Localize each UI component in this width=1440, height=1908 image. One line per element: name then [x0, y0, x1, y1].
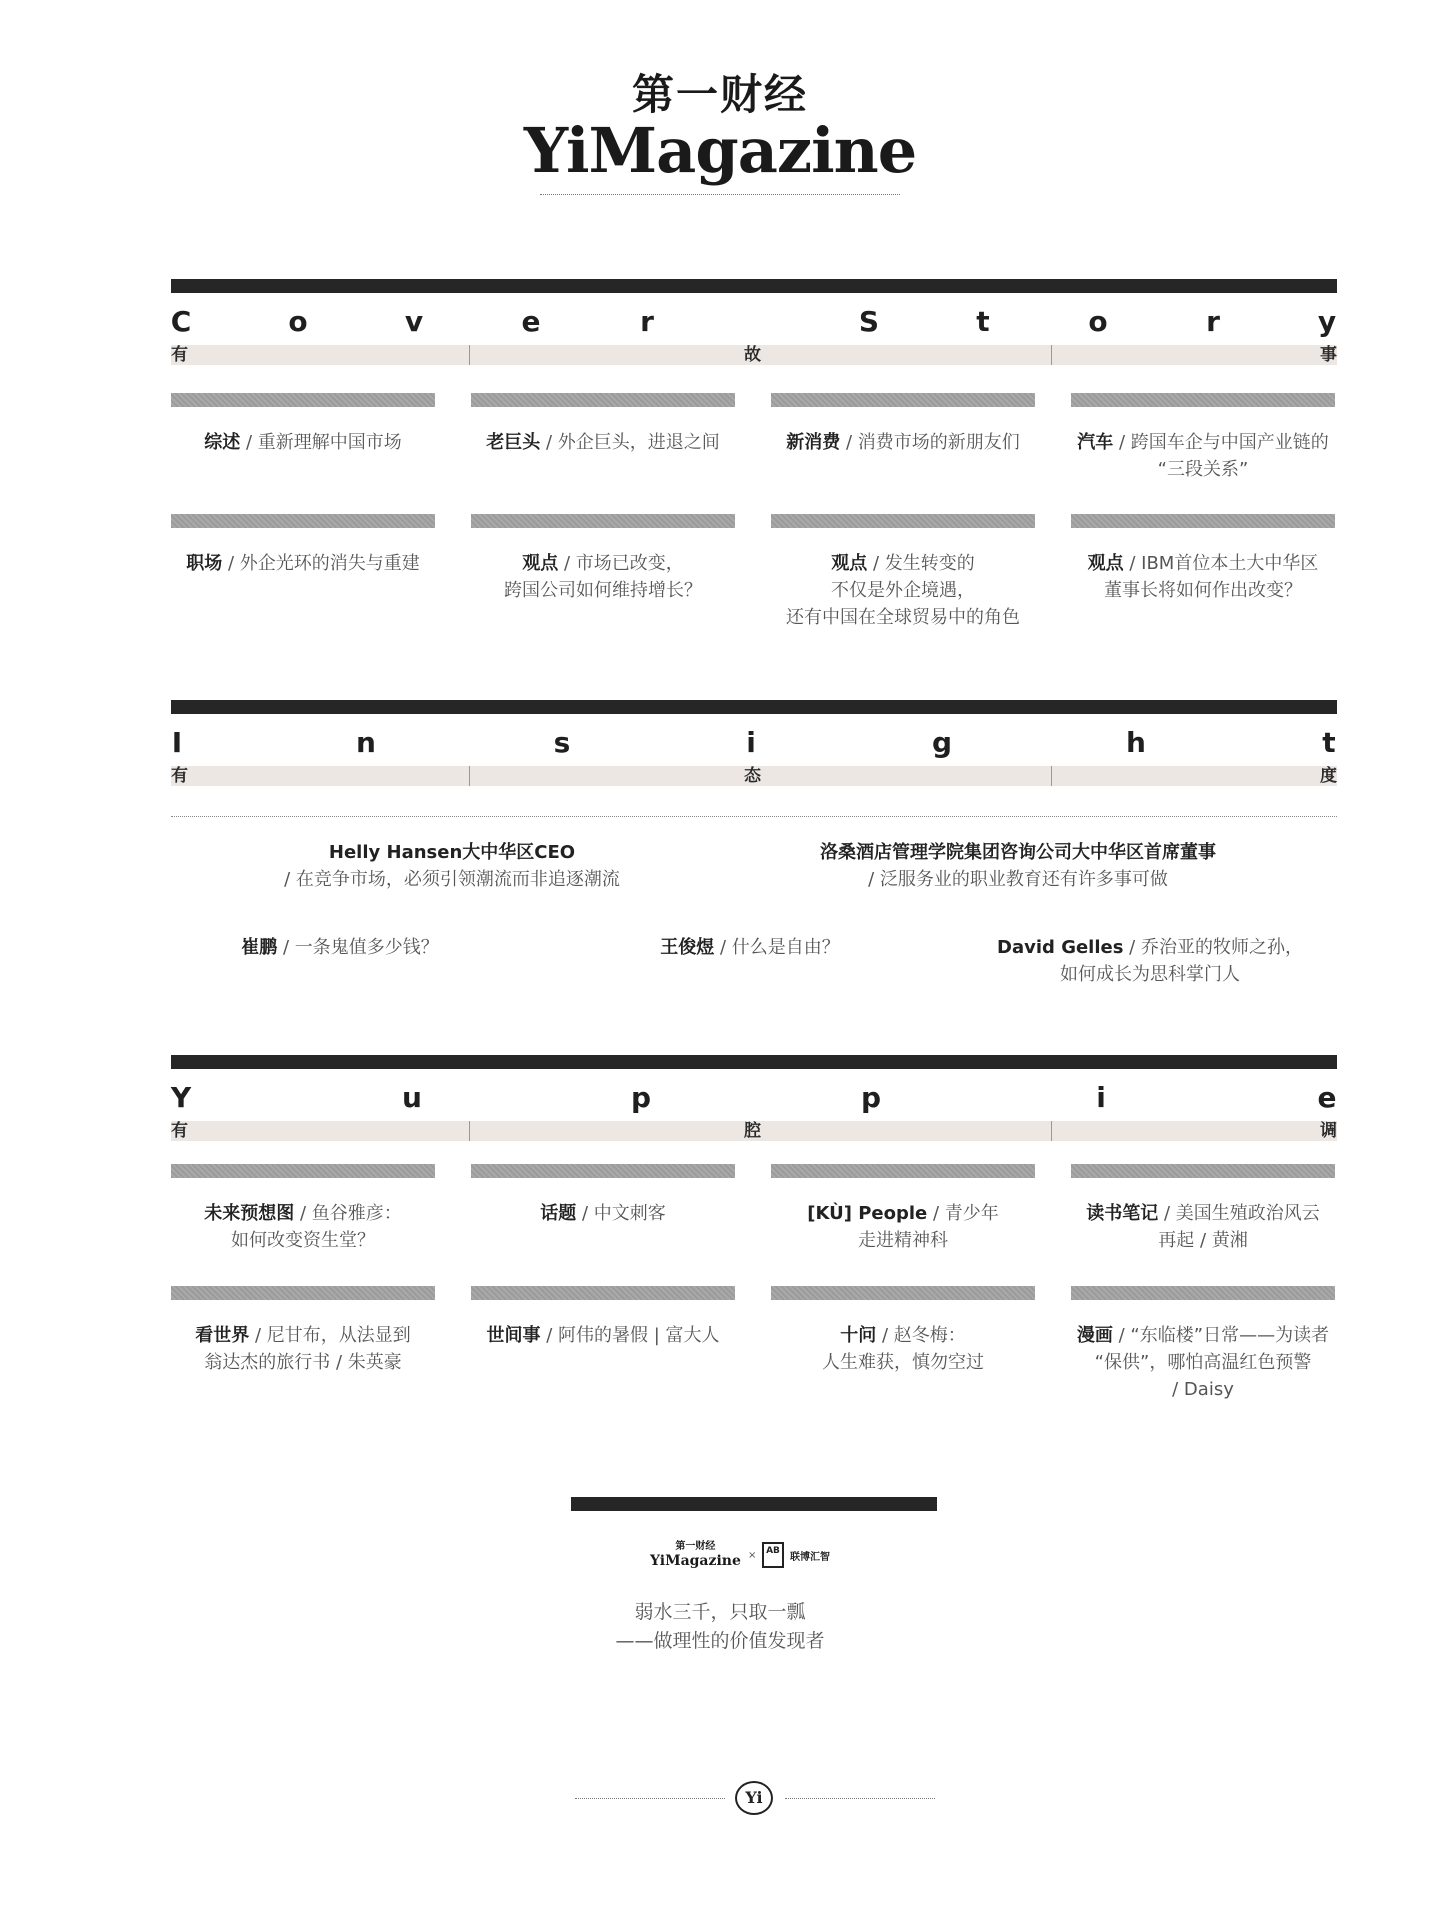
entry-category: 老巨头: [486, 432, 541, 453]
entry-title: / 泛服务业的职业教育还有许多事可做: [868, 869, 1168, 890]
entry-title-line3: 还有中国在全球贸易中的角色: [786, 607, 1020, 628]
title-letter: r: [640, 305, 654, 338]
article-entry[interactable]: [471, 514, 735, 604]
insight-entry[interactable]: [960, 934, 1340, 988]
article-entry[interactable]: [171, 393, 435, 456]
section-yuppie: [171, 1055, 1337, 1141]
entry-title: / 外企光环的消失与重建: [222, 553, 420, 574]
article-entry[interactable]: [771, 514, 1035, 631]
subtitle-char: 故: [744, 345, 761, 365]
entry-title: / 尼甘布，从法显到: [249, 1325, 411, 1346]
title-letter: S: [858, 305, 880, 338]
entry-title-line2: 跨国公司如何维持增长？: [504, 580, 702, 601]
entry-category: 观点: [522, 553, 559, 574]
section-bar: [171, 279, 1337, 293]
entry-title: / 鱼谷雅彦：: [294, 1203, 402, 1224]
article-entry[interactable]: [771, 1286, 1035, 1376]
logo-title-en: YiMagazine: [650, 1553, 741, 1569]
entry-person: 洛桑酒店管理学院集团咨询公司大中华区首席董事: [820, 842, 1216, 863]
entry-image-bar: [471, 1286, 735, 1300]
insight-entry[interactable]: [200, 934, 480, 961]
entry-image-bar: [471, 1164, 735, 1178]
article-entry[interactable]: [471, 393, 735, 456]
masthead: [0, 72, 1440, 195]
entry-person: 王俊煜: [660, 937, 715, 958]
section-title-insight: [171, 726, 1337, 762]
entry-image-bar: [171, 514, 435, 528]
article-entry[interactable]: [1071, 1164, 1335, 1254]
entry-category: 话题: [540, 1203, 577, 1224]
entry-title: / 赵冬梅：: [876, 1325, 966, 1346]
article-entry[interactable]: [1071, 514, 1335, 604]
entry-image-bar: [771, 1164, 1035, 1178]
entry-title: / 发生转变的: [867, 553, 975, 574]
title-letter: y: [1317, 305, 1337, 338]
title-letter: e: [521, 305, 541, 338]
title-letter: h: [1126, 726, 1146, 759]
entry-title-line2: “保供”，哪怕高温红色预警: [1094, 1352, 1312, 1373]
entry-category: [KÙ] People: [807, 1203, 928, 1224]
article-entry[interactable]: [771, 393, 1035, 456]
entry-title-line2: 走进精神科: [858, 1230, 948, 1251]
title-letter: o: [288, 305, 308, 338]
entry-title: / 市场已改变，: [558, 553, 684, 574]
title-letter: t: [1322, 726, 1336, 759]
entry-title: / IBM首位本土大中华区: [1123, 553, 1319, 574]
title-letter: t: [976, 305, 990, 338]
entry-person: David Gelles: [997, 937, 1124, 958]
subtitle-divider: [1051, 345, 1052, 365]
subtitle-char: 度: [1320, 766, 1337, 786]
entry-category: 世间事: [486, 1325, 541, 1346]
entry-category: 观点: [831, 553, 868, 574]
insight-entry[interactable]: [222, 839, 682, 893]
entry-title-line2: “三段关系”: [1157, 459, 1249, 480]
title-letter: s: [553, 726, 571, 759]
title-letter: i: [746, 726, 756, 759]
entry-image-bar: [771, 514, 1035, 528]
title-letter: o: [1088, 305, 1108, 338]
entry-title-line3: / Daisy: [1172, 1379, 1234, 1400]
partner-logos: [640, 1540, 900, 1570]
entry-title-line2: 不仅是外企境遇，: [831, 580, 975, 601]
entry-title: / 在竞争市场，必须引领潮流而非追逐潮流: [284, 869, 620, 890]
title-letter: v: [404, 305, 424, 338]
title-letter: u: [402, 1081, 422, 1114]
entry-category: 看世界: [195, 1325, 250, 1346]
slogan-line2: ——做理性的价值发现者: [615, 1630, 825, 1652]
yimagazine-logo: [650, 1540, 741, 1568]
entry-title: / 中文刺客: [576, 1203, 666, 1224]
subtitle-char: 有: [171, 1121, 188, 1141]
article-entry[interactable]: [171, 1164, 435, 1254]
entry-category: 职场: [186, 553, 223, 574]
subtitle-char: 态: [744, 766, 761, 786]
entry-title: / 乔治亚的牧师之孙，: [1123, 937, 1303, 958]
subtitle-divider: [1051, 766, 1052, 786]
article-entry[interactable]: [171, 514, 435, 577]
masthead-title-en: YiMagazine: [523, 114, 917, 187]
insight-entry[interactable]: [610, 934, 890, 961]
partner-name: 联博汇智: [790, 1552, 830, 1563]
entry-image-bar: [771, 1286, 1035, 1300]
entry-image-bar: [1071, 1286, 1335, 1300]
subtitle-divider: [469, 345, 470, 365]
entry-image-bar: [171, 1286, 435, 1300]
logo-separator: ×: [748, 1550, 757, 1561]
entry-category: 汽车: [1077, 432, 1114, 453]
dotted-line-right: [785, 1798, 935, 1799]
entry-category: 读书笔记: [1086, 1203, 1159, 1224]
section-bar: [171, 1055, 1337, 1069]
entry-title-line2: 如何成长为思科掌门人: [1060, 964, 1240, 985]
entry-title: / 消费市场的新朋友们: [840, 432, 1020, 453]
entry-title: / 重新理解中国市场: [240, 432, 402, 453]
subtitle-divider: [1051, 1121, 1052, 1141]
yi-badge-icon: Yi: [735, 1781, 773, 1815]
footer-bar: [571, 1497, 937, 1511]
entry-person: Helly Hansen大中华区CEO: [328, 842, 576, 863]
entry-title: / 什么是自由？: [714, 937, 840, 958]
article-entry[interactable]: [471, 1164, 735, 1227]
entry-image-bar: [471, 514, 735, 528]
subtitle-divider: [469, 1121, 470, 1141]
title-letter: r: [1206, 305, 1220, 338]
section-title-cover-story: [171, 305, 1337, 341]
entry-image-bar: [171, 393, 435, 407]
title-letter: Y: [170, 1081, 192, 1114]
article-entry[interactable]: [1071, 393, 1335, 483]
entry-category: 未来预想图: [204, 1203, 295, 1224]
section-subtitle: [171, 766, 1337, 786]
entry-title-line2: 翁达杰的旅行书 / 朱英豪: [204, 1352, 402, 1373]
subtitle-char: 有: [171, 766, 188, 786]
slogan: [0, 1598, 1440, 1656]
title-letter: e: [1317, 1081, 1337, 1114]
section-insight: [171, 700, 1337, 786]
title-letter: i: [1096, 1081, 1106, 1114]
title-letter: C: [170, 305, 192, 338]
entry-title: / 一条鬼值多少钱？: [277, 937, 439, 958]
page-marker: [575, 1781, 935, 1815]
entry-person: 崔鹏: [241, 937, 278, 958]
entry-category: 新消费: [786, 432, 841, 453]
entry-image-bar: [771, 393, 1035, 407]
alliancebernstein-logo: AB: [762, 1542, 784, 1568]
entry-category: 综述: [204, 432, 241, 453]
entry-title: / 美国生殖政治风云: [1158, 1203, 1320, 1224]
entry-image-bar: [1071, 1164, 1335, 1178]
section-subtitle: [171, 345, 1337, 365]
entry-title-line2: 人生难获，慎勿空过: [822, 1352, 984, 1373]
section-bar: [171, 700, 1337, 714]
article-entry[interactable]: [471, 1286, 735, 1349]
entry-title: / 外企巨头，进退之间: [540, 432, 720, 453]
entry-title-line2: 再起 / 黄湘: [1158, 1230, 1248, 1251]
logo-title-cn: 第一财经: [675, 1541, 716, 1552]
section-subtitle: [171, 1121, 1337, 1141]
title-letter: I: [171, 726, 183, 759]
dotted-line-left: [575, 1798, 725, 1799]
subtitle-divider: [469, 766, 470, 786]
entry-title: / 青少年: [927, 1203, 999, 1224]
entry-title-line2: 董事长将如何作出改变？: [1104, 580, 1302, 601]
entry-image-bar: [471, 393, 735, 407]
insight-entry[interactable]: [768, 839, 1268, 893]
entry-title-line2: 如何改变资生堂？: [231, 1230, 375, 1251]
section-title-yuppie: [171, 1081, 1337, 1117]
subtitle-char: 腔: [744, 1121, 761, 1141]
entry-image-bar: [1071, 393, 1335, 407]
dotted-divider: [171, 816, 1337, 817]
entry-image-bar: [171, 1164, 435, 1178]
entry-category: 十问: [840, 1325, 877, 1346]
article-entry[interactable]: [1071, 1286, 1335, 1403]
article-entry[interactable]: [771, 1164, 1035, 1254]
subtitle-char: 调: [1320, 1121, 1337, 1141]
masthead-title-cn: 第一财经: [631, 70, 808, 119]
title-letter: p: [630, 1081, 652, 1114]
title-letter: n: [356, 726, 376, 759]
entry-category: 漫画: [1076, 1325, 1113, 1346]
title-letter: g: [931, 726, 953, 759]
entry-title: / 跨国车企与中国产业链的: [1113, 432, 1329, 453]
entry-title: / “东临楼”日常——为读者: [1112, 1325, 1330, 1346]
subtitle-char: 事: [1320, 345, 1337, 365]
slogan-line1: 弱水三千，只取一瓢: [634, 1601, 806, 1623]
subtitle-char: 有: [171, 345, 188, 365]
title-letter: p: [860, 1081, 882, 1114]
entry-image-bar: [1071, 514, 1335, 528]
masthead-rule: [540, 194, 900, 195]
entry-title: / 阿伟的暑假 | 富大人: [540, 1325, 720, 1346]
article-entry[interactable]: [171, 1286, 435, 1376]
entry-category: 观点: [1087, 553, 1124, 574]
section-cover-story: [171, 279, 1337, 365]
